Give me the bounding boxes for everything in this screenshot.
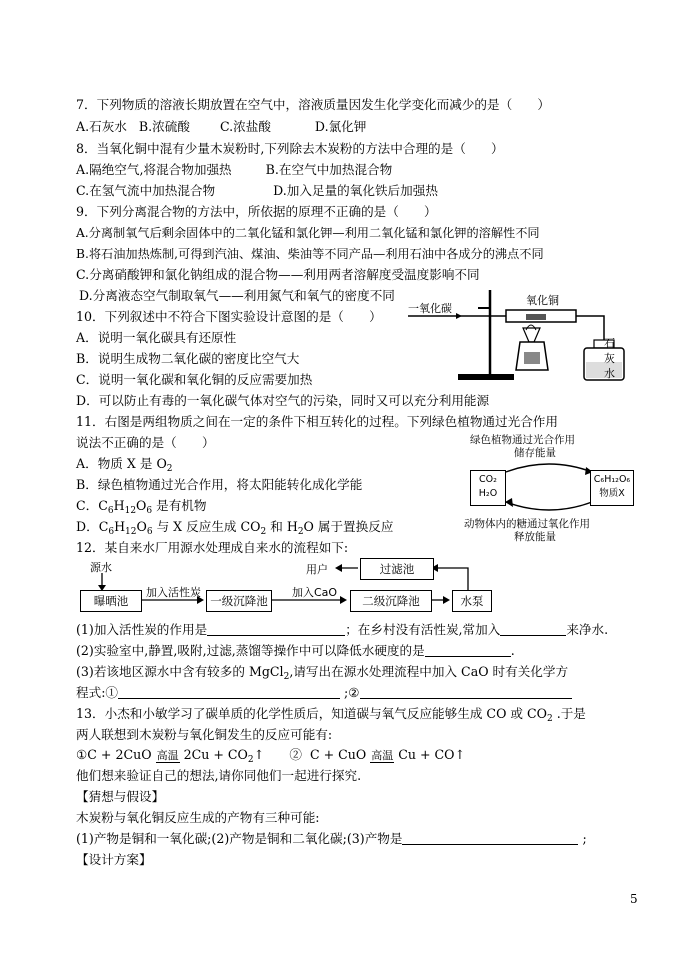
q9-option-d: D.分离液态空气制取氧气——利用氮气和氧气的密度不同 <box>79 288 395 303</box>
q11-d-sub3: 6 <box>146 527 153 537</box>
q13-eq1-right: 2Cu + CO <box>179 747 248 762</box>
co-reduction-apparatus <box>408 286 628 386</box>
q12-p1-blank1[interactable] <box>207 623 345 636</box>
cuo-label: 氧化铜 <box>526 294 559 307</box>
q12-p3-text2: ,请写出在源水处理流程中加入 CaO 时有关化学方 <box>289 664 569 679</box>
q12-p1-blank2[interactable] <box>500 623 566 636</box>
q11-c-sub3: 6 <box>146 506 153 516</box>
flow-add-cao-label: 加入CaO <box>292 586 338 599</box>
q7-stem: 7．下列物质的溶液长期放置在空气中，溶液质量因发生化学变化而减少的是（ ） <box>76 97 550 112</box>
q11-option-b: B．绿色植物通过光合作用，将太阳能转化成化学能 <box>76 477 363 492</box>
q12-p1-text3: 来净水. <box>566 622 609 637</box>
q11-option-d <box>76 518 393 541</box>
q7-option-d: D.氯化钾 <box>314 119 367 134</box>
q13-line4: 他们想来验证自己的想法,请你同他们一起进行探究. <box>76 768 362 783</box>
cycle-bottom-label-1: 动物体内的糖通过氧化作用 <box>464 518 590 530</box>
q12-part3-equations <box>76 684 572 702</box>
q11-c-h: H <box>113 498 125 513</box>
q12-part3 <box>76 663 568 686</box>
q13-line1 <box>76 705 586 728</box>
q12-p1-text: (1)加入活性炭的作用是 <box>76 622 208 637</box>
q13-eq1-cond-text: 高温 <box>156 749 179 762</box>
flow-pump: 水泵 <box>452 590 492 612</box>
q11-d-mid: 与 X 反应生成 CO <box>152 519 261 534</box>
q8-option-d: D.加入足量的氧化铁后加强热 <box>273 183 438 198</box>
q13-eq1-left: ①C + 2CuO <box>76 747 156 762</box>
reactant-co2: CO₂ <box>479 474 497 485</box>
q13-l7-end: ; <box>578 831 587 846</box>
q12-p2-blank[interactable] <box>425 644 511 657</box>
q11-c-o: O <box>136 498 147 513</box>
q13-hypothesis-heading: 【猜想与假设】 <box>76 789 165 804</box>
product-x: 物质X <box>599 488 625 499</box>
q7-option-c: C.浓盐酸 <box>219 119 271 134</box>
q11-c-text: C．C <box>76 498 108 513</box>
products-box <box>590 470 634 506</box>
q9-option-c: C.分离硝酸钾和氯化钠组成的混合物——利用两者溶解度受温度影响不同 <box>76 267 480 282</box>
q10-option-a: A．说明一氧化碳具有还原性 <box>76 330 237 345</box>
flow-filter-pool: 过滤池 <box>360 558 434 580</box>
cycle-top-label-1: 绿色植物通过光合作用 <box>470 434 575 446</box>
q11-d-h: H <box>114 519 126 534</box>
flow-secondary-settling: 二级沉降池 <box>350 590 432 612</box>
q12-part1 <box>76 621 608 639</box>
q9-option-b: B.将石油加热炼制,可得到汽油、煤油、柴油等不同产品—利用石油中各成分的沸点不同 <box>76 247 544 261</box>
q13-eq2-left: ↑ ② C + CuO <box>253 747 371 762</box>
q11-a-text: A．物质 X 是 O <box>76 456 167 471</box>
cycle-top-label-2: 储存能量 <box>514 447 556 459</box>
q11-d-o: O <box>136 519 147 534</box>
q12-eq1-label: 程式:① <box>76 685 119 700</box>
q11-stem-2: 说法不正确的是（ ） <box>76 435 215 450</box>
q10-option-b: B．说明生成物二氧化碳的密度比空气大 <box>76 351 300 366</box>
q12-stem: 12．某自来水厂用源水处理成自来水的流程如下: <box>76 540 349 555</box>
q10-option-c: C．说明一氧化碳和氧化铜的反应需要加热 <box>76 372 313 387</box>
q11-option-c <box>76 497 207 520</box>
flow-sun-pool: 曝晒池 <box>80 590 142 612</box>
q13-eq2-right: Cu + CO↑ <box>394 747 466 762</box>
photosynthesis-cycle-figure <box>462 432 636 546</box>
q13-design-heading: 【设计方案】 <box>76 852 152 867</box>
flow-add-carbon-label: 加入活性炭 <box>146 586 201 599</box>
q13-line7 <box>76 830 587 848</box>
q8-option-c: C.在氢气流中加热混合物 <box>76 183 216 198</box>
q7-options <box>76 118 366 136</box>
q11-d-sub4: 2 <box>260 527 267 537</box>
q13-equations <box>76 746 465 769</box>
reactants-box <box>470 470 506 506</box>
q12-eq2-blank[interactable] <box>360 686 572 699</box>
q11-c-tail: 是有机物 <box>152 498 207 513</box>
q13-product-blank[interactable] <box>402 832 578 845</box>
q10-option-d: D．可以防止有毒的一氧化碳气体对空气的污染，同时又可以充分利用能源 <box>76 393 490 408</box>
q13-l7-text: (1)产物是铜和一氧化碳;(2)产物是铜和二氧化碳;(3)产物是 <box>76 831 403 846</box>
q11-d-sub2: 12 <box>125 527 137 537</box>
q13-line2: 两人联想到木炭粉与氧化铜发生的反应可能有: <box>76 727 333 742</box>
q10-stem: 10．下列叙述中不符合下图实验设计意图的是（ ） <box>76 309 382 324</box>
product-glucose: C₆H₁₂O₆ <box>593 474 631 485</box>
q11-c-sub1: 6 <box>107 506 114 516</box>
q8-row2 <box>76 182 438 200</box>
q13-l1-text: 13．小杰和小敏学习了碳单质的化学性质后，知道碳与氧气反应能够生成 CO 或 CO <box>76 706 547 721</box>
q9-option-a: A.分离制氧气后剩余固体中的二氧化锰和氯化钾—利用二氧化锰和氯化钾的溶解性不同 <box>76 226 540 240</box>
water-treatment-flowchart <box>76 558 496 618</box>
q11-d-sub1: 6 <box>108 527 115 537</box>
q9-stem: 9．下列分离混合物的方法中，所依据的原理不正确的是（ ） <box>76 204 437 219</box>
q12-p2-text: (2)实验室中,静置,吸附,过滤,蒸馏等操作中可以降低水硬度的是 <box>76 643 425 658</box>
q13-l1-sub: 2 <box>546 714 553 724</box>
q11-d-end: O 属于置换反应 <box>303 519 394 534</box>
q8-option-b: B.在空气中加热混合物 <box>265 162 393 177</box>
q12-p1-text2: ；在乡村没有活性炭,常加入 <box>345 622 501 637</box>
q13-eq2-cond-text: 高温 <box>371 749 394 762</box>
q13-l1-end: .于是 <box>552 706 586 721</box>
q8-stem: 8．当氧化铜中混有少量木炭粉时,下列除去木炭粉的方法中合理的是（ ） <box>76 141 504 156</box>
q12-p3-sub: 2 <box>283 672 290 682</box>
co-label: 一氧化碳 <box>408 302 452 315</box>
q12-eq1-blank[interactable] <box>118 686 340 699</box>
q11-c-sub2: 12 <box>124 506 137 516</box>
limewater-label: 石 灰 水 <box>604 337 615 380</box>
q12-eq2-label: ;② <box>340 685 360 700</box>
q7-option-b: B.浓硫酸 <box>138 119 190 134</box>
q11-d-text: D．C <box>76 519 109 534</box>
q13-eq2-condition <box>370 746 394 765</box>
q13-line6: 木炭粉与氧化铜反应生成的产物有三种可能: <box>76 810 320 825</box>
flow-user-label: 用户 <box>306 563 328 576</box>
q7-option-a: A.石灰水 <box>76 119 127 134</box>
cycle-bottom-label-2: 释放能量 <box>514 531 556 543</box>
q13-eq1-condition <box>156 746 180 765</box>
q11-d-sub5: 2 <box>297 527 304 537</box>
q12-p3-text: (3)若该地区源水中含有较多的 MgCl <box>76 664 284 679</box>
q8-row1 <box>76 161 392 179</box>
flow-source-label: 源水 <box>90 561 112 574</box>
reactant-h2o: H₂O <box>478 488 498 499</box>
q11-d-and: 和 H <box>266 519 298 534</box>
q13-eq1-sub: 2 <box>247 755 254 765</box>
q11-option-a <box>76 455 173 478</box>
q8-option-a: A.隔绝空气,将混合物加强热 <box>76 162 232 177</box>
q11-a-sub: 2 <box>166 464 173 474</box>
q11-stem-1: 11．右图是两组物质之间在一定的条件下相互转化的过程。下列绿色植物通过光合作用 <box>76 414 558 429</box>
q12-p2-end: . <box>510 643 515 658</box>
flow-primary-settling: 一级沉降池 <box>206 590 272 612</box>
q12-part2 <box>76 642 515 660</box>
page-number: 5 <box>630 892 638 906</box>
